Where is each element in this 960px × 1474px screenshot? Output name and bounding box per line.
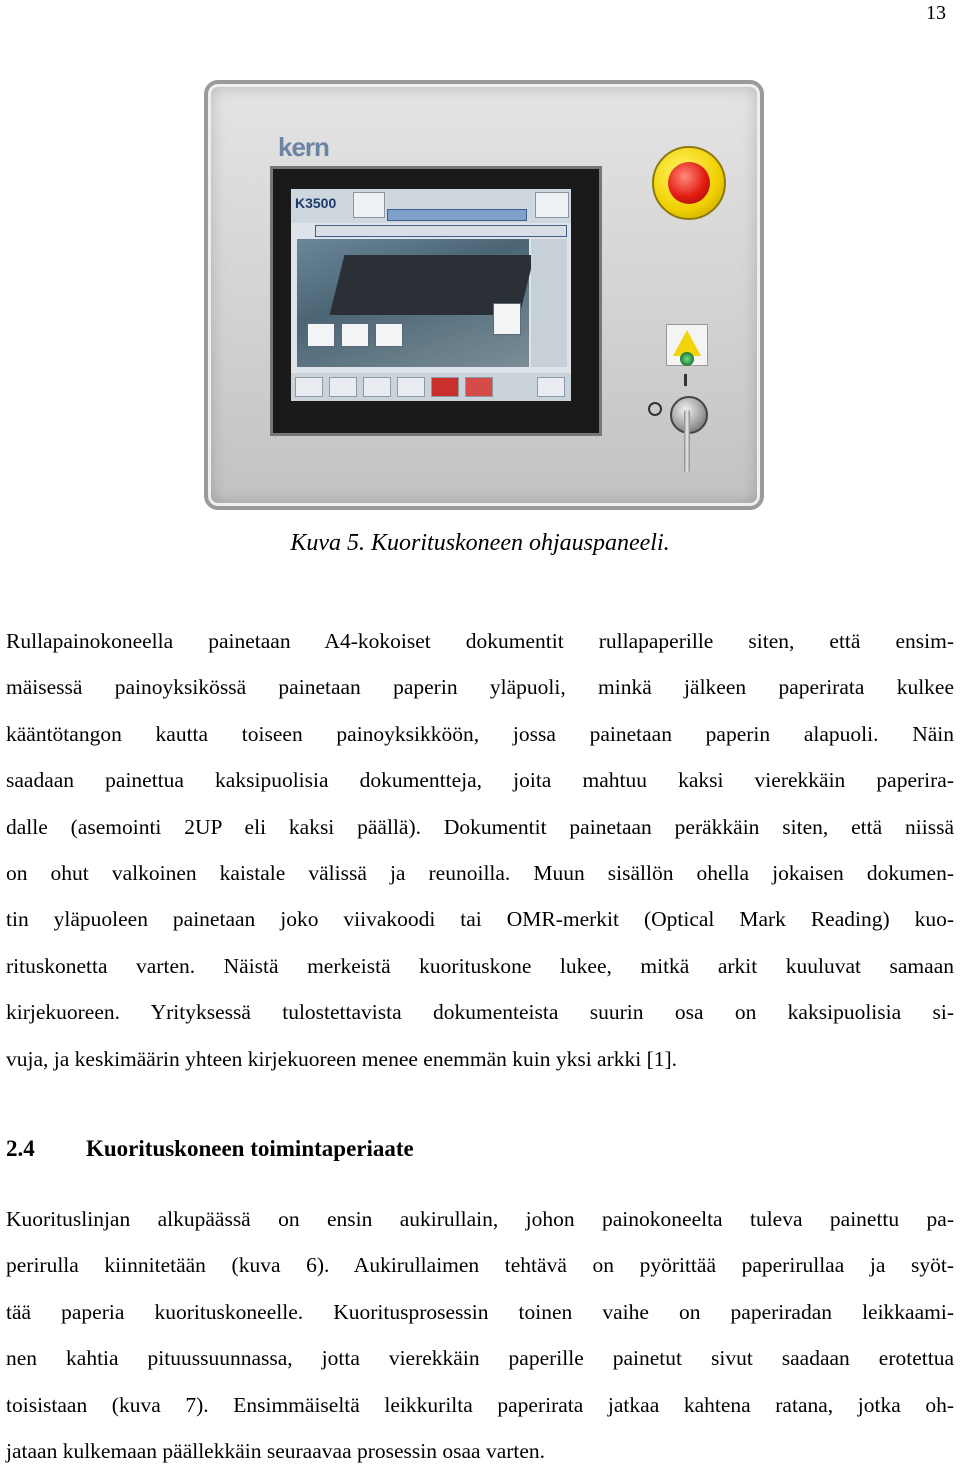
brand-logo: kern [278,132,329,162]
section-number: 2.4 [6,1136,35,1161]
key-icon [684,410,690,472]
machine-module [493,303,521,335]
toolbar-button [431,377,459,397]
screen-toolbar [291,373,571,401]
off-position-mark [648,402,662,416]
screen-message-bar [315,225,567,237]
machine-module [341,323,369,347]
screen-logo: K3500 [295,195,337,211]
toolbar-button [397,377,425,397]
body-paragraph-1 [6,618,954,1082]
screen-button [535,192,569,218]
toolbar-button [295,377,323,397]
control-panel-photo [204,80,764,510]
screen-button [353,192,385,218]
text-line: nen kahtia pituussuunnassa, jotta vierekkäin paperille painetut sivut saadaan erotettua [6,1346,954,1371]
text-line: kääntötangon kautta toiseen painoyksikköön, jossa painetaan paperin alapuoli. Näin [6,721,954,746]
emergency-stop-button [668,162,710,204]
toolbar-button [537,377,565,397]
screen-side-panel [531,239,567,367]
touchscreen-display [291,189,571,401]
text-line: mäisessä painoyksikössä painetaan paperin yläpuoli, minkä jälkeen paperirata kulkee [6,675,954,700]
text-line: jataan kulkemaan päällekkäin seuraavaa prosessin osaa varten. [6,1439,546,1464]
touchscreen-bezel [270,166,602,436]
text-line: saadaan painettua kaksipuolisia dokumentteja, joita mahtuu kaksi vierekkäin paperira- [6,768,954,793]
toolbar-button [465,377,493,397]
text-line: tin yläpuoleen painetaan joko viivakoodi tai OMR-merkit (Optical Mark Reading) kuo- [6,907,954,932]
toolbar-button [363,377,391,397]
machine-module [375,323,403,347]
section-heading [6,1136,414,1162]
text-line: on ohut valkoinen kaistale välissä ja reunoilla. Muun sisällön ohella jokaisen dokumen- [6,861,954,886]
text-line: perirulla kiinnitetään (kuva 6). Aukirullaimen tehtävä on pyörittää paperirullaa ja syöt- [6,1253,954,1278]
body-paragraph-2 [6,1196,954,1474]
screen-header [291,189,571,223]
text-line: tää paperia kuorituskoneelle. Kuoritusprosessin toinen vaihe on paperiradan leikkaami- [6,1299,954,1324]
on-position-mark [684,374,687,386]
power-indicator-led [680,352,694,366]
text-line: vuja, ja keskimäärin yhteen kirjekuoreen menee enemmän kuin yksi arkki [1]. [6,1046,678,1071]
screen-machine-view [297,239,529,367]
machine-module [307,323,335,347]
text-line: kirjekuoreen. Yrityksessä tulostettavista dokumenteista suurin osa on kaksipuolisia si- [6,1000,954,1025]
text-line: rituskonetta varten. Näistä merkeistä kuorituskone lukee, mitkä arkit kuuluvat samaan [6,953,954,978]
text-line: toisistaan (kuva 7). Ensimmäiseltä leikkurilta paperirata jatkaa kahtena ratana, jotka oh- [6,1392,954,1417]
text-line: Rullapainokoneella painetaan A4-kokoiset dokumentit rullapaperille siten, että ensim- [6,629,954,653]
screen-status-bar [387,209,527,221]
emergency-stop-collar [652,146,726,220]
text-line: dalle (asemointi 2UP eli kaksi päällä). Dokumentit painetaan peräkkäin siten, että niissä [6,814,954,839]
section-title: Kuorituskoneen toimintaperiaate [86,1136,414,1161]
figure-caption: Kuva 5. Kuorituskoneen ohjauspaneeli. [290,530,670,556]
text-line: Kuorituslinjan alkupäässä on ensin aukirullain, johon painokoneelta tuleva painettu pa- [6,1207,954,1231]
page-number: 13 [926,2,946,24]
toolbar-button [329,377,357,397]
